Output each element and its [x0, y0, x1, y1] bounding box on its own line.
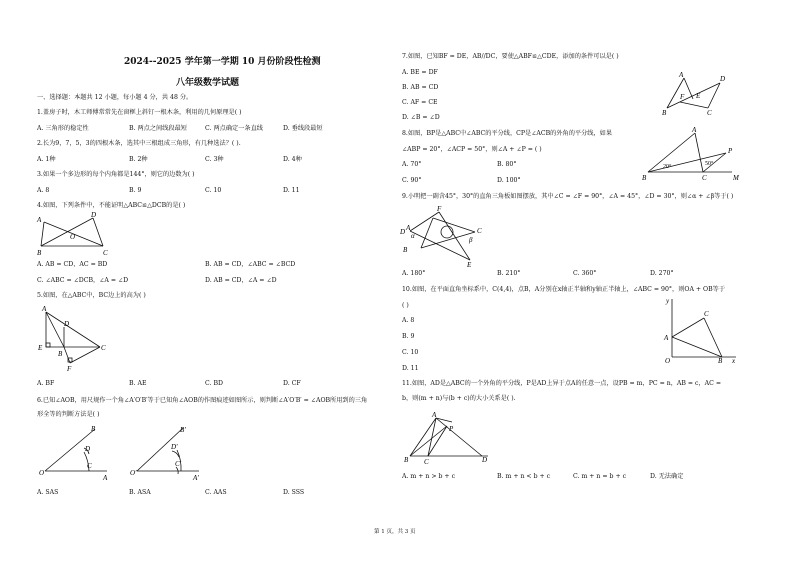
- svg-text:E: E: [38, 344, 43, 352]
- svg-text:O: O: [665, 357, 671, 365]
- svg-text:D: D: [91, 211, 97, 219]
- svg-text:B: B: [91, 425, 96, 433]
- q11-figure: [402, 408, 492, 468]
- q4-option-c: C. ∠ABC = ∠DCB，∠A = ∠D: [37, 277, 129, 284]
- svg-text:B: B: [403, 246, 408, 254]
- exam-subtitle: 八年级数学试题: [176, 78, 240, 88]
- q3-option-b: B. 9: [129, 187, 142, 194]
- svg-text:F: F: [67, 365, 72, 373]
- q8-option-b: B. 80°: [497, 161, 517, 168]
- svg-text:B: B: [404, 456, 409, 464]
- svg-text:D′: D′: [171, 443, 178, 451]
- q6-stem-line2: 形全等的判断方法是( ): [37, 411, 100, 418]
- q2-option-c: C. 3种: [205, 156, 224, 163]
- q1-stem: 1.盖房子时，木工师傅常常先在窗框上斜钉一根木条，利用的几何原理是( ): [37, 109, 242, 116]
- q7-figure: [660, 68, 735, 118]
- q7-stem: 7.如图，已知BF = DE，AB//DC，要使△ABF≌△CDE，添加的条件可以是( ): [402, 53, 619, 60]
- svg-text:M: M: [733, 174, 739, 182]
- svg-text:P: P: [449, 425, 454, 433]
- q4-option-d: D. AB = CD，∠A = ∠D: [205, 277, 277, 284]
- q10-option-b: B. 9: [402, 333, 415, 340]
- svg-text:β: β: [469, 236, 473, 244]
- svg-text:D: D: [85, 445, 91, 453]
- q10-bracket: ( ): [402, 302, 409, 309]
- svg-text:D: D: [482, 456, 488, 464]
- q1-option-b: B. 两点之间线段最短: [129, 125, 187, 132]
- svg-text:B′: B′: [180, 426, 186, 434]
- svg-text:50°: 50°: [705, 161, 714, 167]
- svg-text:O: O: [70, 233, 76, 241]
- svg-text:C: C: [101, 344, 106, 352]
- q8-stem-line2: ∠ABP = 20°，∠ACP = 50°，则∠A + ∠P = ( ): [402, 146, 542, 153]
- q2-option-d: D. 4种: [283, 156, 302, 163]
- svg-text:A′: A′: [193, 474, 199, 482]
- q6-figure: [37, 424, 217, 482]
- svg-text:C′: C′: [175, 460, 182, 468]
- q4-option-a: A. AB = CD，AC = BD: [37, 261, 108, 268]
- svg-text:B: B: [642, 174, 647, 182]
- q5-option-b: B. AE: [129, 380, 147, 387]
- q8-figure: [640, 127, 740, 182]
- q3-stem: 3.如果一个多边形的每个内角都是144°，则它的边数为( ): [37, 171, 195, 178]
- svg-text:A: A: [679, 71, 684, 79]
- svg-text:D: D: [720, 75, 726, 83]
- svg-text:D: D: [400, 228, 406, 236]
- svg-text:C: C: [702, 174, 707, 182]
- q10-option-d: D. 11: [402, 365, 419, 372]
- q3-option-d: D. 11: [283, 187, 300, 194]
- q8-option-a: A. 70°: [402, 161, 422, 168]
- q2-option-b: B. 2种: [129, 156, 148, 163]
- q1-option-d: D. 垂线段最短: [283, 125, 323, 132]
- q10-option-c: C. 10: [402, 349, 419, 356]
- svg-text:O′: O′: [130, 469, 137, 477]
- q10-option-a: A. 8: [402, 317, 415, 324]
- svg-text:B: B: [58, 350, 63, 358]
- svg-text:x: x: [732, 357, 736, 365]
- svg-text:C: C: [707, 109, 712, 117]
- svg-text:A: A: [42, 305, 47, 313]
- q6-option-b: B. ASA: [129, 489, 151, 496]
- svg-text:C: C: [477, 227, 482, 235]
- q7-option-b: B. AB = CD: [402, 84, 439, 91]
- svg-text:O: O: [39, 469, 45, 477]
- q5-option-d: D. CF: [283, 380, 301, 387]
- page-footer: 第 1 页，共 3 页: [374, 529, 416, 535]
- q11-option-c: C. m + n = b + c: [573, 473, 627, 480]
- q2-stem: 2.长为9，7，5，3的四根木条，选其中三根组成三角形，有几种选法？( ).: [37, 140, 241, 147]
- q3-option-a: A. 8: [37, 187, 50, 194]
- q4-stem: 4.如图，下列条件中，不能证明△ABC≌△DCB的是( ): [37, 202, 186, 209]
- q4-figure: [37, 212, 112, 257]
- q9-option-d: D. 270°: [650, 270, 674, 277]
- q7-option-c: C. AF = CE: [402, 99, 438, 106]
- svg-text:C: C: [424, 458, 429, 466]
- svg-text:20°: 20°: [663, 164, 672, 170]
- q7-option-d: D. ∠B = ∠D: [402, 114, 440, 121]
- q5-option-c: C. BD: [205, 380, 223, 387]
- q10-figure: [660, 295, 740, 365]
- q11-option-b: B. m + n < b + c: [497, 473, 551, 480]
- q10-stem: 10.如图，在平面直角坐标系中，C(4,4)，点B，A分别在x轴正半轴和y轴正半轴上，∠ABC = 90°，则OA + OB等于: [402, 286, 726, 293]
- q8-option-c: C. 90°: [402, 177, 422, 184]
- svg-text:C: C: [704, 310, 709, 318]
- q1-option-a: A. 三角形的稳定性: [37, 125, 89, 132]
- svg-text:B: B: [37, 249, 42, 257]
- q6-stem-line1: 6.已知∠AOB，用尺规作一个角∠A′O′B′等于已知角∠AOB的作图痕迹如图所示，则判断∠A′O′B′ = ∠AOB所用到的三角: [37, 397, 368, 404]
- q7-option-a: A. BE = DF: [402, 69, 438, 76]
- section-heading: 一、选择题：本题共 12 小题，每小题 4 分，共 48 分。: [37, 94, 193, 101]
- q6-option-a: A. SAS: [37, 489, 59, 496]
- q6-option-c: C. AAS: [205, 489, 227, 496]
- svg-text:B: B: [718, 357, 723, 365]
- svg-text:α: α: [411, 232, 415, 240]
- svg-text:D: D: [64, 320, 70, 328]
- q9-figure: [397, 204, 487, 269]
- q1-option-c: C. 两点确定一条直线: [205, 125, 263, 132]
- q11-option-d: D. 无法确定: [650, 473, 684, 480]
- q9-option-c: C. 360°: [573, 270, 597, 277]
- svg-text:A: A: [432, 411, 437, 419]
- svg-text:A: A: [692, 126, 697, 134]
- svg-text:F: F: [680, 93, 685, 101]
- q9-option-a: A. 180°: [402, 270, 426, 277]
- svg-text:E: E: [467, 261, 472, 269]
- q9-option-b: B. 210°: [497, 270, 521, 277]
- svg-text:A: A: [37, 216, 42, 224]
- svg-text:P: P: [728, 147, 733, 155]
- exam-title: 2024--2025 学年第一学期 10 月份阶段性检测: [124, 57, 321, 67]
- svg-text:A: A: [664, 334, 669, 342]
- q3-option-c: C. 10: [205, 187, 222, 194]
- q4-option-b: B. AB = CD，∠ABC = ∠BCD: [205, 261, 296, 268]
- q5-stem: 5.如图，在△ABC中，BC边上的高为( ): [37, 292, 146, 299]
- q11-stem-line2: b，则(m + n)与(b + c)的大小关系是( ).: [402, 395, 516, 402]
- svg-text:A: A: [103, 474, 108, 482]
- svg-text:C: C: [103, 249, 108, 257]
- q5-option-a: A. BF: [37, 380, 55, 387]
- q2-option-a: A. 1种: [37, 156, 56, 163]
- q11-option-a: A. m + n > b + c: [402, 473, 456, 480]
- svg-text:A: A: [406, 224, 411, 232]
- q8-option-d: D. 100°: [497, 177, 521, 184]
- q11-stem-line1: 11.如图，AD是△ABC的一个外角的平分线，P是AD上异于点A的任意一点，设PB = m，PC = n，AB = c，AC =: [402, 380, 722, 387]
- svg-text:y: y: [666, 297, 670, 305]
- q9-stem: 9.小明把一副含45°，30°的直角三角板如图摆放，其中∠C = ∠F = 90°，∠A = 45°，∠D = 30°，则∠α + ∠β等于( ): [402, 193, 734, 200]
- q8-stem-line1: 8.如图，BP是△ABC中∠ABC的平分线，CP是∠ACB的外角的平分线，如果: [402, 130, 613, 137]
- svg-text:B: B: [662, 109, 667, 117]
- svg-text:E: E: [696, 92, 701, 100]
- q5-figure: [37, 305, 112, 373]
- q6-option-d: D. SSS: [283, 489, 305, 496]
- svg-text:F: F: [437, 205, 442, 213]
- svg-text:C: C: [87, 462, 92, 470]
